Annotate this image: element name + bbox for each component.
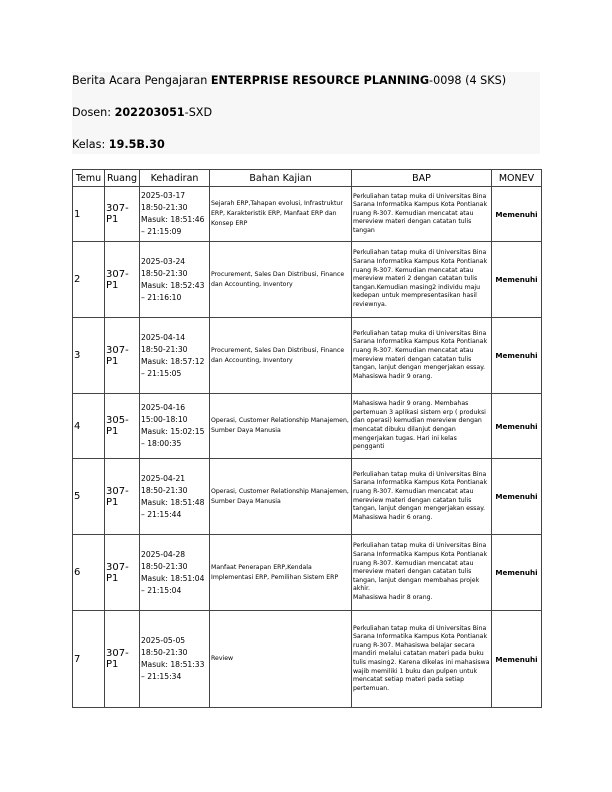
cell-bahan-kajian: Procurement, Sales Dan Distribusi, Finance dan Accounting, Inventory xyxy=(210,318,352,394)
cell-bahan-kajian: Operasi, Customer Relationship Manajemen, Sumber Daya Manusia xyxy=(210,459,352,535)
course-name: ENTERPRISE RESOURCE PLANNING xyxy=(210,74,430,87)
column-header-bap: BAP xyxy=(352,170,492,187)
kehadiran-text: 2025-04-21 18:50-21:30 Masuk: 18:51:48 – 21:15:44 xyxy=(141,473,205,519)
cell-kehadiran xyxy=(140,242,210,318)
cell-monev: Memenuhi xyxy=(492,242,542,318)
cell-temu: 1 xyxy=(73,187,105,242)
cell-bahan-kajian: Review xyxy=(210,611,352,708)
cell-bap xyxy=(352,318,492,394)
cell-temu: 3 xyxy=(73,318,105,394)
cell-temu: 2 xyxy=(73,242,105,318)
cell-ruang: 307-P1 xyxy=(105,535,140,611)
table-row xyxy=(73,394,542,459)
cell-monev: Memenuhi xyxy=(492,535,542,611)
table-header xyxy=(73,170,542,187)
cell-bap xyxy=(352,459,492,535)
cell-ruang: 307-P1 xyxy=(105,459,140,535)
column-header-kehadiran: Kehadiran xyxy=(140,170,210,187)
cell-monev: Memenuhi xyxy=(492,611,542,708)
bap-text: Perkuliahan tatap muka di Universitas Bina Sarana Informatika Kampus Kota Pontianak ruang R-307. Kemudian mencatat atau mereview materi 2 dengan catatan tulis tangan.Kemudian masing2 individu maju kedepan untuk mempresentasikan hasil reviewnya. xyxy=(353,249,488,308)
table-header-row xyxy=(73,170,542,187)
cell-temu: 4 xyxy=(73,394,105,459)
title-prefix: Berita Acara Pengajaran xyxy=(72,74,211,87)
cell-temu: 5 xyxy=(73,459,105,535)
kelas-line xyxy=(72,138,165,151)
kehadiran-text: 2025-04-28 18:50-21:30 Masuk: 18:51:04 – 21:15:04 xyxy=(141,549,205,595)
column-header-bahan-kajian: Bahan Kajian xyxy=(210,170,352,187)
kehadiran-text: 2025-03-24 18:50-21:30 Masuk: 18:52:43 – 21:16:10 xyxy=(141,256,205,302)
cell-monev: Memenuhi xyxy=(492,318,542,394)
cell-ruang: 307-P1 xyxy=(105,187,140,242)
cell-monev: Memenuhi xyxy=(492,394,542,459)
cell-bap xyxy=(352,535,492,611)
cell-ruang: 307-P1 xyxy=(105,611,140,708)
kehadiran-text: 2025-04-14 18:50-21:30 Masuk: 18:57:12 – 21:15:05 xyxy=(141,332,205,378)
table-row xyxy=(73,459,542,535)
bap-text: Perkuliahan tatap muka di Universitas Bina Sarana Informatika Kampus Kota Pontianak ruang R-307. Mahasiswa belajar secara mandiri melalui catatan materi pada buku tulis masing2. Karena dikelas ini mahasiswa wajib memiliki 1 buku dan pulpen untuk mencatat setiap materi pada setiap pertemuan. xyxy=(353,624,490,692)
dosen-id: 202203051 xyxy=(114,106,185,119)
cell-ruang: 307-P1 xyxy=(105,242,140,318)
dosen-label: Dosen: xyxy=(72,106,115,119)
cell-temu: 6 xyxy=(73,535,105,611)
cell-bahan-kajian: Manfaat Penerapan ERP,Kendala Implementasi ERP, Pemilihan Sistem ERP xyxy=(210,535,352,611)
table-row xyxy=(73,242,542,318)
cell-kehadiran xyxy=(140,611,210,708)
bap-text: Perkuliahan tatap muka di Universitas Bina Sarana Informatika Kampus Kota Pontianak ruang R-307. Kemudian mencatat atau mereview materi dengan catatan tulis tangan, lanjut dengan membahas projek akhir. Mahasiswa hadir 8 orang. xyxy=(353,542,488,601)
bap-text: Perkuliahan tatap muka di Universitas Bina Sarana Informatika Kampus Kota Pontianak ruang R-307. Kemudian mencatat atau mereview materi dengan catatan tulis tangan, lanjut dengan mengerjakan essay. Mahasiswa hadir 9 orang. xyxy=(353,329,488,380)
kehadiran-text: 2025-04-16 15:00-18:10 Masuk: 15:02:15 – 18:00:35 xyxy=(141,403,205,448)
cell-bap xyxy=(352,611,492,708)
table-row xyxy=(73,187,542,242)
cell-bap xyxy=(352,187,492,242)
document-title xyxy=(72,74,506,87)
table-row xyxy=(73,535,542,611)
dosen-line xyxy=(72,106,212,119)
course-code: -0098 (4 SKS) xyxy=(429,74,507,87)
cell-monev: Memenuhi xyxy=(492,187,542,242)
table-row xyxy=(73,611,542,708)
bap-table xyxy=(72,169,542,708)
cell-monev: Memenuhi xyxy=(492,459,542,535)
bap-text: Mahasiswa hadir 9 orang. Membahas pertemuan 3 aplikasi sistem erp ( produksi dan operasi) kemudian mereview dengan mencatat dibuku dilanjut dengan mengerjakan tugas. Hari ini kelas pengganti xyxy=(353,400,486,451)
column-header-monev: MONEV xyxy=(492,170,542,187)
cell-ruang: 307-P1 xyxy=(105,318,140,394)
cell-temu: 7 xyxy=(73,611,105,708)
cell-ruang: 305-P1 xyxy=(105,394,140,459)
cell-kehadiran xyxy=(140,318,210,394)
cell-kehadiran xyxy=(140,187,210,242)
bap-text: Perkuliahan tatap muka di Universitas Bina Sarana Informatika Kampus Kota Pontianak ruang R-307. Kemudian mencatat atau mereview materi dengan catatan tulis tangan, lanjut dengan mengerjakan essay. Mahasiswa hadir 6 orang. xyxy=(353,470,488,521)
kehadiran-text: 2025-05-05 18:50-21:30 Masuk: 18:51:33 – 21:15:34 xyxy=(141,636,205,681)
kehadiran-text: 2025-03-17 18:50-21:30 Masuk: 18:51:46 – 21:15:09 xyxy=(141,191,205,236)
table-row xyxy=(73,318,542,394)
kelas-label: Kelas: xyxy=(72,138,109,151)
cell-bap xyxy=(352,394,492,459)
cell-kehadiran xyxy=(140,459,210,535)
table-body xyxy=(73,187,542,708)
cell-bahan-kajian: Procurement, Sales Dan Distribusi, Finance dan Accounting, Inventory xyxy=(210,242,352,318)
cell-kehadiran xyxy=(140,535,210,611)
dosen-suffix: -SXD xyxy=(184,106,213,119)
cell-bahan-kajian: Sejarah ERP,Tahapan evolusi, Infrastruktur ERP, Karakteristik ERP, Manfaat ERP dan Konsep ERP xyxy=(210,187,352,242)
column-header-temu: Temu xyxy=(73,170,105,187)
cell-kehadiran xyxy=(140,394,210,459)
kelas-value: 19.5B.30 xyxy=(108,138,165,151)
cell-bahan-kajian: Operasi, Customer Relationship Manajemen, Sumber Daya Manusia xyxy=(210,394,352,459)
bap-text: Perkuliahan tatap muka di Universitas Bina Sarana Informatika Kampus Kota Pontianak ruang R-307. Kemudian mencatat atau mereview materi dengan catatan tulis tangan xyxy=(353,192,488,234)
cell-bap xyxy=(352,242,492,318)
column-header-ruang: Ruang xyxy=(105,170,140,187)
